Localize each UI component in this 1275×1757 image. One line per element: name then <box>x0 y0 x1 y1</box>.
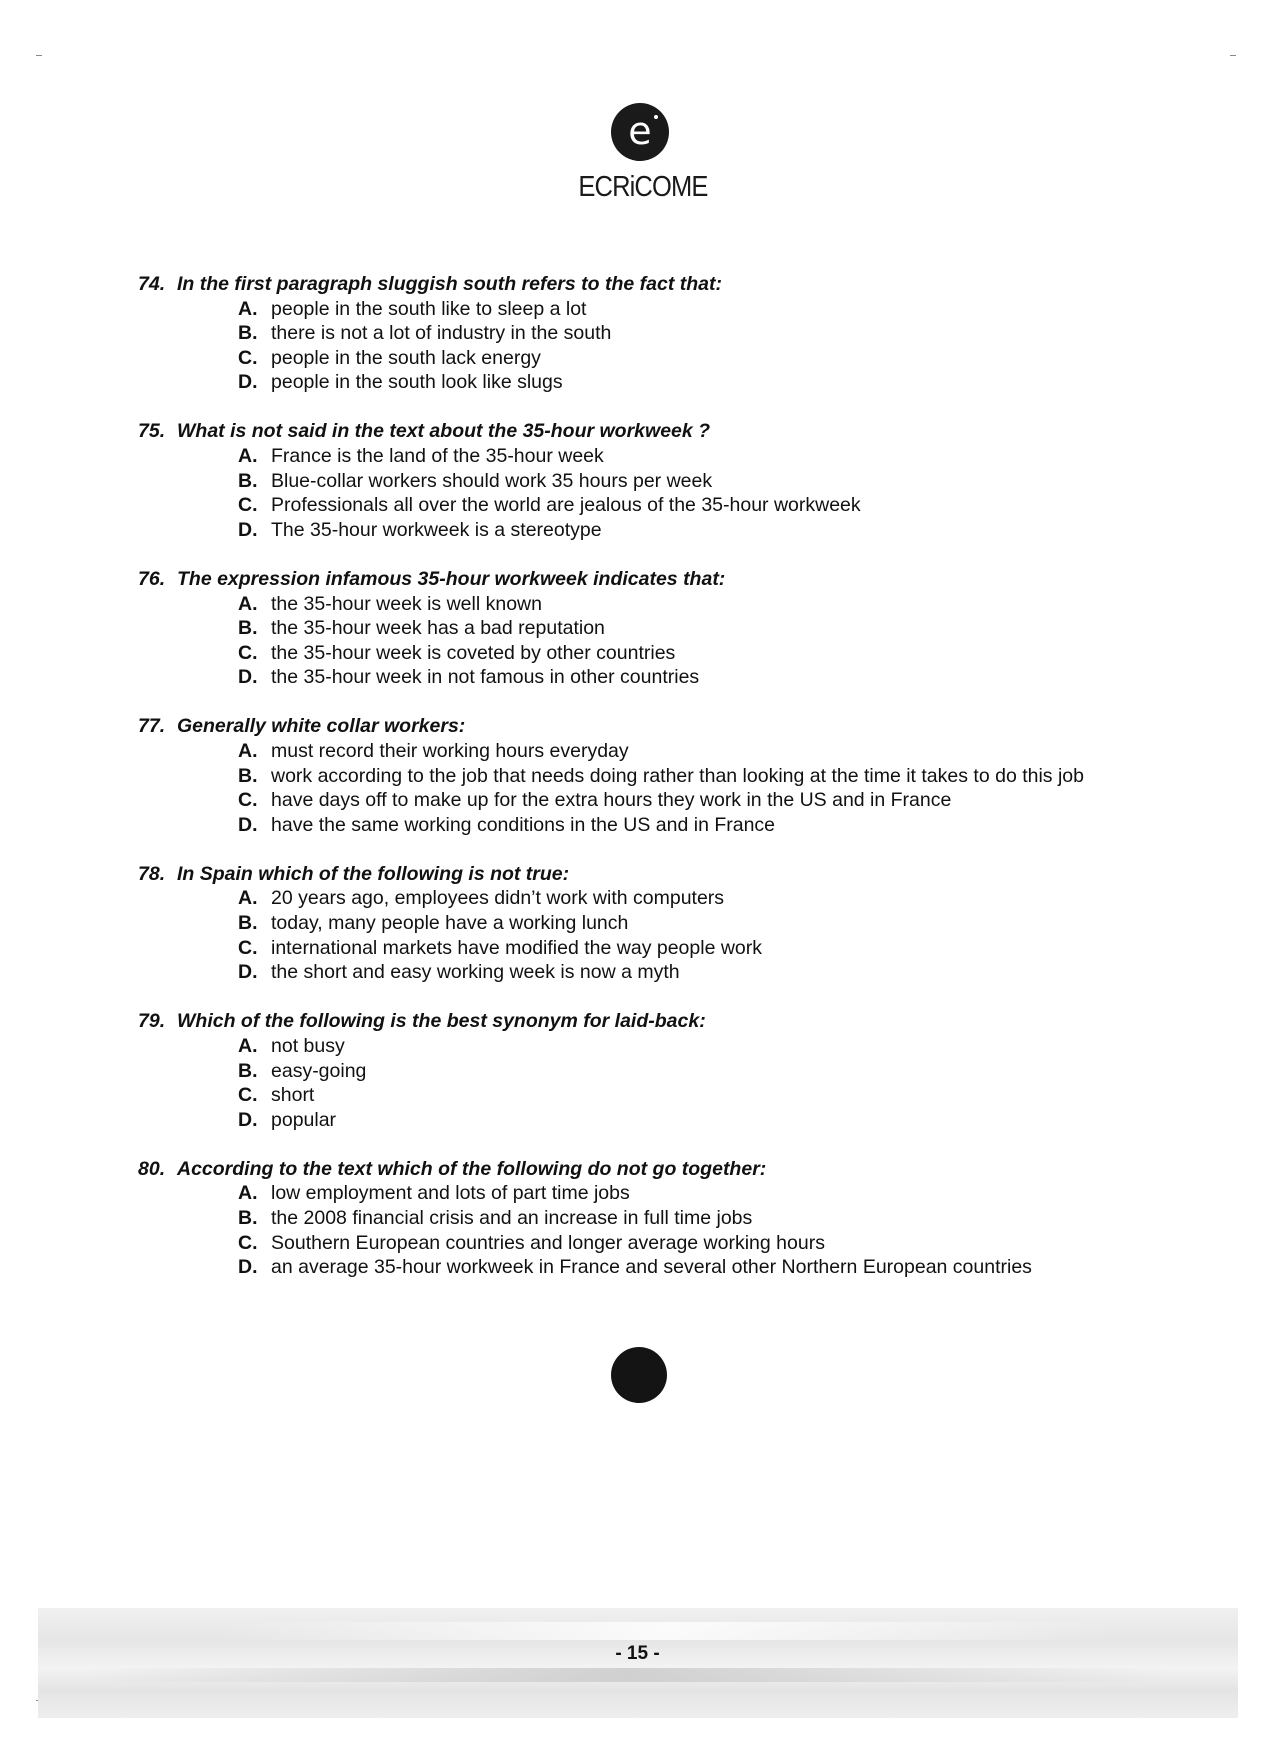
logo-wordmark: ECRiCOME <box>578 171 708 203</box>
question-text: What is not said in the text about the 35-hour workweek ? <box>177 420 711 443</box>
option-text: The 35-hour workweek is a stereotype <box>271 518 602 541</box>
option-text: France is the land of the 35-hour week <box>271 445 604 468</box>
question-block <box>138 714 1218 837</box>
option-letter: D. <box>238 1108 258 1131</box>
option-text: an average 35-hour workweek in France and several other Northern European countries <box>271 1256 1032 1279</box>
option-text: the 35-hour week is coveted by other countries <box>271 641 676 664</box>
question-title <box>138 1009 1218 1034</box>
question-block <box>138 862 1218 985</box>
ecricome-logo <box>570 103 710 204</box>
answer-option <box>138 665 1218 690</box>
option-letter: D. <box>238 1256 258 1279</box>
option-letter: B. <box>238 1207 258 1229</box>
answer-option <box>138 518 1218 543</box>
crop-mark <box>36 55 42 56</box>
option-letter: B. <box>238 617 258 640</box>
option-letter: D. <box>238 961 258 984</box>
option-text: people in the south like to sleep a lot <box>271 297 587 320</box>
option-text: the short and easy working week is now a myth <box>271 961 680 984</box>
option-letter: C. <box>238 789 258 812</box>
question-text: The expression infamous 35-hour workweek indicates that: <box>177 567 726 590</box>
option-text: the 35-hour week in not famous in other countries <box>271 666 700 689</box>
answer-option <box>138 592 1218 617</box>
decorative-dot <box>611 1347 667 1403</box>
option-text: have the same working conditions in the US and in France <box>271 813 776 836</box>
option-letter: B. <box>238 912 258 935</box>
option-text: 20 years ago, employees didn’t work with computers <box>271 887 725 910</box>
option-letter: B. <box>238 322 258 345</box>
option-letter: A. <box>238 740 258 762</box>
question-block <box>138 567 1218 690</box>
option-letter: C. <box>238 641 258 664</box>
question-block <box>138 272 1218 395</box>
option-text: have days off to make up for the extra hours they work in the US and in France <box>271 789 952 812</box>
answer-option <box>138 936 1218 961</box>
option-text: the 2008 financial crisis and an increase in full time jobs <box>271 1207 753 1229</box>
question-number: 79. <box>138 1010 166 1033</box>
option-text: must record their working hours everyday <box>271 740 629 762</box>
answer-option <box>138 1206 1218 1231</box>
option-letter: A. <box>238 1034 258 1057</box>
option-letter: C. <box>238 494 258 517</box>
question-title <box>138 714 1218 739</box>
crop-mark <box>1230 55 1236 56</box>
question-number: 76. <box>138 567 166 590</box>
question-block <box>138 1157 1218 1280</box>
answer-option <box>138 911 1218 936</box>
answer-option <box>138 1083 1218 1108</box>
answer-option <box>138 641 1218 666</box>
question-number: 77. <box>138 715 166 738</box>
option-letter: C. <box>238 1084 258 1107</box>
answer-option <box>138 297 1218 322</box>
option-letter: A. <box>238 592 258 615</box>
answer-option <box>138 1059 1218 1084</box>
question-text: Which of the following is the best synonym for laid-back: <box>177 1010 706 1033</box>
question-number: 78. <box>138 862 166 885</box>
answer-option <box>138 886 1218 911</box>
option-text: the 35-hour week has a bad reputation <box>271 617 605 640</box>
answer-option <box>138 444 1218 469</box>
option-letter: D. <box>238 371 258 394</box>
question-title <box>138 1157 1218 1182</box>
option-letter: A. <box>238 297 258 320</box>
question-text: Generally white collar workers: <box>177 715 466 738</box>
option-text: international markets have modified the way people work <box>271 936 763 959</box>
option-letter: B. <box>238 764 258 787</box>
option-text: popular <box>271 1108 337 1131</box>
option-letter: A. <box>238 887 258 910</box>
answer-option <box>138 346 1218 371</box>
question-number: 80. <box>138 1157 166 1180</box>
answer-option <box>138 1231 1218 1256</box>
option-letter: B. <box>238 1059 258 1082</box>
answer-option <box>138 960 1218 985</box>
option-letter: C. <box>238 936 258 959</box>
question-text: In Spain which of the following is not true: <box>177 862 570 885</box>
option-text: today, many people have a working lunch <box>271 912 629 935</box>
logo-emblem-icon <box>611 103 669 161</box>
option-text: low employment and lots of part time jobs <box>271 1182 630 1205</box>
option-text: easy-going <box>271 1059 367 1082</box>
page-number: - 15 - <box>615 1643 660 1664</box>
option-text: Blue-collar workers should work 35 hours per week <box>271 469 713 492</box>
option-letter: D. <box>238 666 258 689</box>
option-letter: C. <box>238 346 258 369</box>
option-text: not busy <box>271 1034 345 1057</box>
option-letter: C. <box>238 1231 258 1254</box>
logo-letter: e <box>628 109 652 153</box>
answer-option <box>138 493 1218 518</box>
answer-option <box>138 1034 1218 1059</box>
question-block <box>138 419 1218 542</box>
question-number: 75. <box>138 420 166 443</box>
answer-option <box>138 764 1218 789</box>
question-text: In the first paragraph sluggish south refers to the fact that: <box>177 273 722 295</box>
option-text: work according to the job that needs doing rather than looking at the time it takes to do this job <box>271 764 1084 787</box>
option-text: Professionals all over the world are jealous of the 35-hour workweek <box>271 494 861 517</box>
answer-option <box>138 321 1218 346</box>
answer-option <box>138 1181 1218 1206</box>
option-letter: D. <box>238 518 258 541</box>
question-title <box>138 862 1218 887</box>
question-block <box>138 1009 1218 1132</box>
question-title <box>138 272 1218 297</box>
answer-option <box>138 1108 1218 1133</box>
option-text: the 35-hour week is well known <box>271 592 542 615</box>
question-number: 74. <box>138 273 166 295</box>
answer-option <box>138 739 1218 764</box>
question-list <box>138 272 1218 1304</box>
question-text: According to the text which of the following do not go together: <box>177 1157 767 1180</box>
answer-option <box>138 616 1218 641</box>
answer-option <box>138 469 1218 494</box>
option-text: short <box>271 1084 315 1107</box>
option-text: there is not a lot of industry in the south <box>271 322 612 345</box>
question-title <box>138 419 1218 444</box>
answer-option <box>138 788 1218 813</box>
answer-option <box>138 1255 1218 1280</box>
option-letter: D. <box>238 813 258 836</box>
option-letter: B. <box>238 469 258 492</box>
option-text: people in the south lack energy <box>271 346 541 369</box>
option-letter: A. <box>238 445 258 468</box>
option-text: people in the south look like slugs <box>271 371 563 394</box>
answer-option <box>138 370 1218 395</box>
option-text: Southern European countries and longer average working hours <box>271 1231 825 1254</box>
answer-option <box>138 813 1218 838</box>
question-title <box>138 567 1218 592</box>
option-letter: A. <box>238 1182 258 1205</box>
